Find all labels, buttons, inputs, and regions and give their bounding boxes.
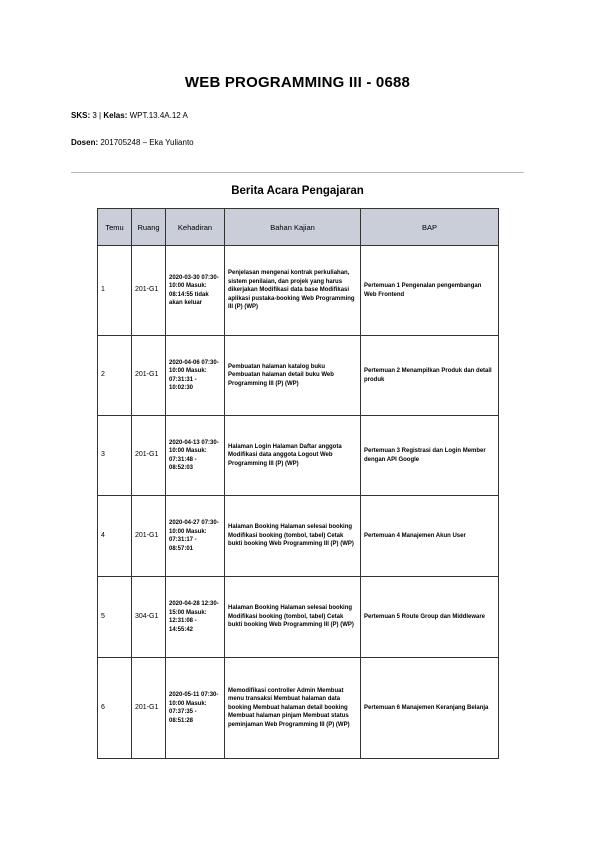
kelas-label: Kelas: (103, 111, 128, 120)
cell-bahan-kajian: Pembuatan halaman katalog buku Pembuatan halaman detail buku Web Programming III (P) (WP) (225, 336, 361, 416)
section-title: Berita Acara Pengajaran (231, 185, 364, 197)
header-temu: Temu (98, 209, 132, 246)
cell-kehadiran: 2020-04-28 12:30-15:00 Masuk: 12:31:08 - 14:55:42 (166, 577, 225, 658)
table-header-row (98, 209, 499, 246)
page-title: WEB PROGRAMMING III - 0688 (184, 74, 411, 91)
cell-kehadiran: 2020-03-30 07:30-10:00 Masuk: 08:14:55 tidak akan keluar (166, 246, 225, 336)
header-bahan-kajian: Bahan Kajian (225, 209, 361, 246)
cell-ruang: 201-G1 (132, 336, 166, 416)
kelas-value: WPT.13.4A.12 A (129, 111, 188, 120)
cell-temu: 5 (98, 577, 132, 658)
cell-temu: 2 (98, 336, 132, 416)
dosen-label: Dosen: (71, 138, 99, 147)
cell-ruang: 201-G1 (132, 416, 166, 496)
header-kehadiran: Kehadiran (166, 209, 225, 246)
cell-temu: 3 (98, 416, 132, 496)
cell-ruang: 201-G1 (132, 496, 166, 577)
cell-kehadiran: 2020-04-13 07:30-10:00 Masuk: 07:31:48 - 08:52:03 (166, 416, 225, 496)
cell-bahan-kajian: Halaman Booking Halaman selesai booking Modifikasi booking (tombol, tabel) Cetak bukti booking Web Programming III (P) (WP) (225, 577, 361, 658)
header-ruang: Ruang (132, 209, 166, 246)
cell-temu: 4 (98, 496, 132, 577)
table-row (98, 246, 499, 336)
bap-table (97, 208, 499, 759)
meta-separator: | (99, 111, 102, 120)
table-row (98, 336, 499, 416)
cell-bahan-kajian: Memodifikasi controller Admin Membuat menu transaksi Membuat halaman data booking Membuat halaman detail booking Membuat halaman pinjam Membuat status peminjaman Web Programming III (P) (WP) (225, 658, 361, 759)
cell-bahan-kajian: Penjelasan mengenai kontrak perkuliahan, sistem penilaian, dan projek yang harus dikerjakan Modifikasi data base Modifikasi aplikasi pustaka-booking Web Programming III (P) (WP) (225, 246, 361, 336)
cell-bap: Pertemuan 1 Pengenalan pengembangan Web Frontend (361, 246, 499, 336)
sks-value: 3 (92, 111, 97, 120)
divider (71, 172, 524, 173)
table-row (98, 496, 499, 577)
cell-bap: Pertemuan 5 Route Group dan Middleware (361, 577, 499, 658)
cell-bahan-kajian: Halaman Login Halaman Daftar anggota Modifikasi data anggota Logout Web Programming III (P) (WP) (225, 416, 361, 496)
cell-ruang: 201-G1 (132, 658, 166, 759)
table-row (98, 658, 499, 759)
header-bap: BAP (361, 209, 499, 246)
sks-label: SKS: (71, 111, 91, 120)
cell-bap: Pertemuan 3 Registrasi dan Login Member dengan API Google (361, 416, 499, 496)
cell-ruang: 201-G1 (132, 246, 166, 336)
table-row (98, 577, 499, 658)
cell-kehadiran: 2020-05-11 07:30-10:00 Masuk: 07:37:35 - 08:51:28 (166, 658, 225, 759)
cell-kehadiran: 2020-04-27 07:30-10:00 Masuk: 07:31:17 - 08:57:01 (166, 496, 225, 577)
course-meta-line (71, 111, 188, 120)
cell-temu: 1 (98, 246, 132, 336)
cell-bap: Pertemuan 6 Manajemen Keranjang Belanja (361, 658, 499, 759)
cell-kehadiran: 2020-04-06 07:30-10:00 Masuk: 07:31:31 - 10:02:30 (166, 336, 225, 416)
cell-bahan-kajian: Halaman Booking Halaman selesai booking Modifikasi booking (tombol, tabel) Cetak bukti booking Web Programming III (P) (WP) (225, 496, 361, 577)
table-row (98, 416, 499, 496)
dosen-value: 201705248 – Eka Yulianto (100, 138, 194, 147)
cell-bap: Pertemuan 2 Menampilkan Produk dan detail produk (361, 336, 499, 416)
lecturer-line (71, 138, 194, 147)
cell-ruang: 304-G1 (132, 577, 166, 658)
cell-temu: 6 (98, 658, 132, 759)
cell-bap: Pertemuan 4 Manajemen Akun User (361, 496, 499, 577)
